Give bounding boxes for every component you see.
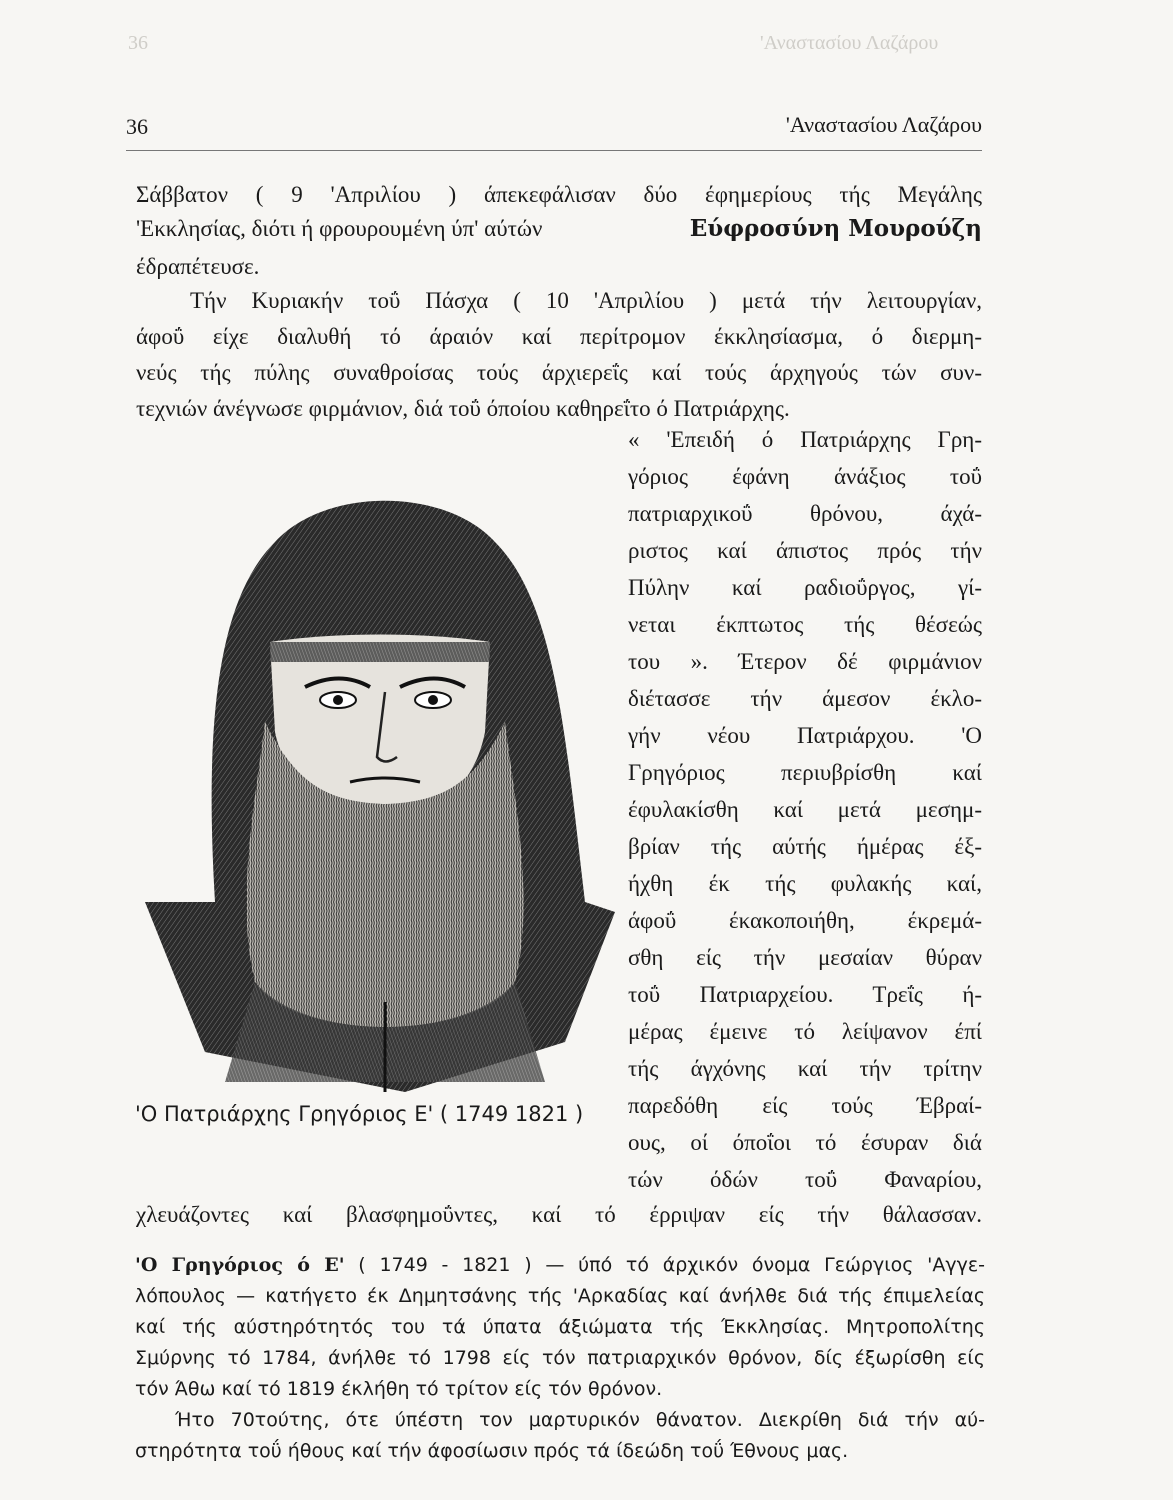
footnote-line-1-text: ( 1749 - 1821 ) — ύπό τό άρχικόν όνομα Γεώργιος 'Αγγε-: [358, 1254, 985, 1276]
bold-name: Εύφροσύνη Μουρούζη: [689, 215, 982, 242]
column-line-4: ριστος καί άπιστος πρός τήν: [628, 538, 982, 563]
column-line-3: πατριαρχικοΰ θρόνου, άχά-: [628, 501, 982, 526]
column-line-20: ους, οί όποΐοι τό έσυραν διά: [628, 1130, 982, 1155]
body-line-last: χλευάζοντες καί βλασφημοΰντες, καί τό έρριψαν είς τήν θάλασσαν.: [136, 1202, 982, 1227]
footnote-para2-line-2: στηρότητα τοΰ ήθους καί τήν άφοσίωσιν πρός τά ίδεώδη τοΰ Έθνους μας.: [135, 1440, 849, 1462]
column-line-5: Πύλην καί ραδιοΰργος, γί-: [628, 575, 982, 600]
column-line-19: παρεδόθη είς τούς Έβραί-: [628, 1093, 982, 1118]
body-line-5: άφοΰ είχε διαλυθή τό άραιόν καί περίτρομον έκκλησίασμα, ό διερμη-: [136, 324, 982, 349]
body-line-4: Τήν Κυριακήν τοΰ Πάσχα ( 10 'Απριλίου ) μετά τήν λειτουργίαν,: [190, 288, 982, 313]
column-line-6: νεται έκπτωτος τής θέσεώς: [628, 612, 982, 637]
page-number: 36: [126, 114, 148, 139]
column-line-1: « 'Επειδή ό Πατριάρχης Γρη-: [628, 427, 982, 452]
body-line-7: τεχνιών άνέγνωσε φιρμάνιον, διά τοΰ όποίου καθηρεΐτο ό Πατριάρχης.: [136, 396, 790, 421]
body-line-3: έδραπέτευσε.: [136, 254, 260, 279]
column-line-2: γόριος έφάνη άνάξιος τοΰ: [628, 464, 982, 489]
column-line-16: τοΰ Πατριαρχείου. Τρεΐς ή-: [628, 982, 982, 1007]
body-line-1: Σάββατον ( 9 'Απριλίου ) άπεκεφάλισαν δύο έφημερίους τής Μεγάλης: [136, 182, 982, 207]
column-line-7: του ». Έτερον δέ φιρμάνιον: [628, 649, 982, 674]
column-line-8: διέτασσε τήν άμεσον έκλο-: [628, 686, 982, 711]
ghost-page-number: 36: [128, 32, 148, 54]
column-line-14: άφοΰ έκακοποιήθη, έκρεμά-: [628, 908, 982, 933]
footnote-line-5: τόν Άθω καί τό 1819 έκλήθη τό τρίτον είς τόν θρόνον.: [135, 1378, 663, 1400]
running-head: 'Αναστασίου Λαζάρου: [785, 112, 982, 137]
column-line-9: γήν νέου Πατριάρχου. 'Ο: [628, 723, 982, 748]
column-line-13: ήχθη έκ τής φυλακής καί,: [628, 871, 982, 896]
column-line-10: Γρηγόριος περιυβρίσθη καί: [628, 760, 982, 785]
footnote-line-4: Σμύρνης τό 1784, άνήλθε τό 1798 είς τόν πατριαρχικόν θρόνον, δίς έξωρίσθη είς: [135, 1347, 985, 1369]
body-line-6: νεύς τής πύλης συναθροίσας τούς άρχιερεΐς καί τούς άρχηγούς τών συν-: [136, 360, 982, 385]
portrait-engraving: [145, 482, 615, 1097]
column-line-12: βρίαν τής αύτής ήμέρας έξ-: [628, 834, 982, 859]
footnote: [135, 1250, 985, 1467]
portrait-caption: 'Ο Πατριάρχης Γρηγόριος Ε' ( 1749 1821 ): [135, 1102, 584, 1126]
column-line-15: σθη είς τήν μεσαίαν θύραν: [628, 945, 982, 970]
column-line-18: τής άγχόνης καί τήν τρίτην: [628, 1056, 982, 1081]
column-line-17: μέρας έμεινε τό λείψανον έπί: [628, 1019, 982, 1044]
footnote-lead: 'Ο Γρηγόριος ό Ε': [135, 1254, 345, 1276]
ghost-running-head: 'Αναστασίου Λαζάρου: [760, 32, 939, 54]
body-line-2: [136, 214, 982, 244]
footnote-line-3: καί τής αύστηρότητός του τά ύπατα άξιώματα τής Έκκλησίας. Μητροπολίτης: [135, 1316, 985, 1338]
footnote-line-2: λόπουλος — κατήγετο έκ Δημητσάνης τής 'Αρκαδίας καί άνήλθε διά τής έπιμελείας: [135, 1285, 985, 1307]
footnote-line-1: [135, 1250, 985, 1281]
body-line-2-text: 'Εκκλησίας, διότι ή φρουρουμένη ύπ' αύτών: [136, 216, 543, 241]
column-line-21: τών όδών τοΰ Φαναρίου,: [628, 1167, 982, 1192]
footnote-para2-line-1: Ήτο 70τούτης, ότε ύπέστη τον μαρτυρικόν θάνατον. Διεκρίθη διά τήν αύ-: [175, 1409, 985, 1431]
page-header: [126, 110, 982, 151]
column-line-11: έφυλακίσθη καί μετά μεσημ-: [628, 797, 982, 822]
